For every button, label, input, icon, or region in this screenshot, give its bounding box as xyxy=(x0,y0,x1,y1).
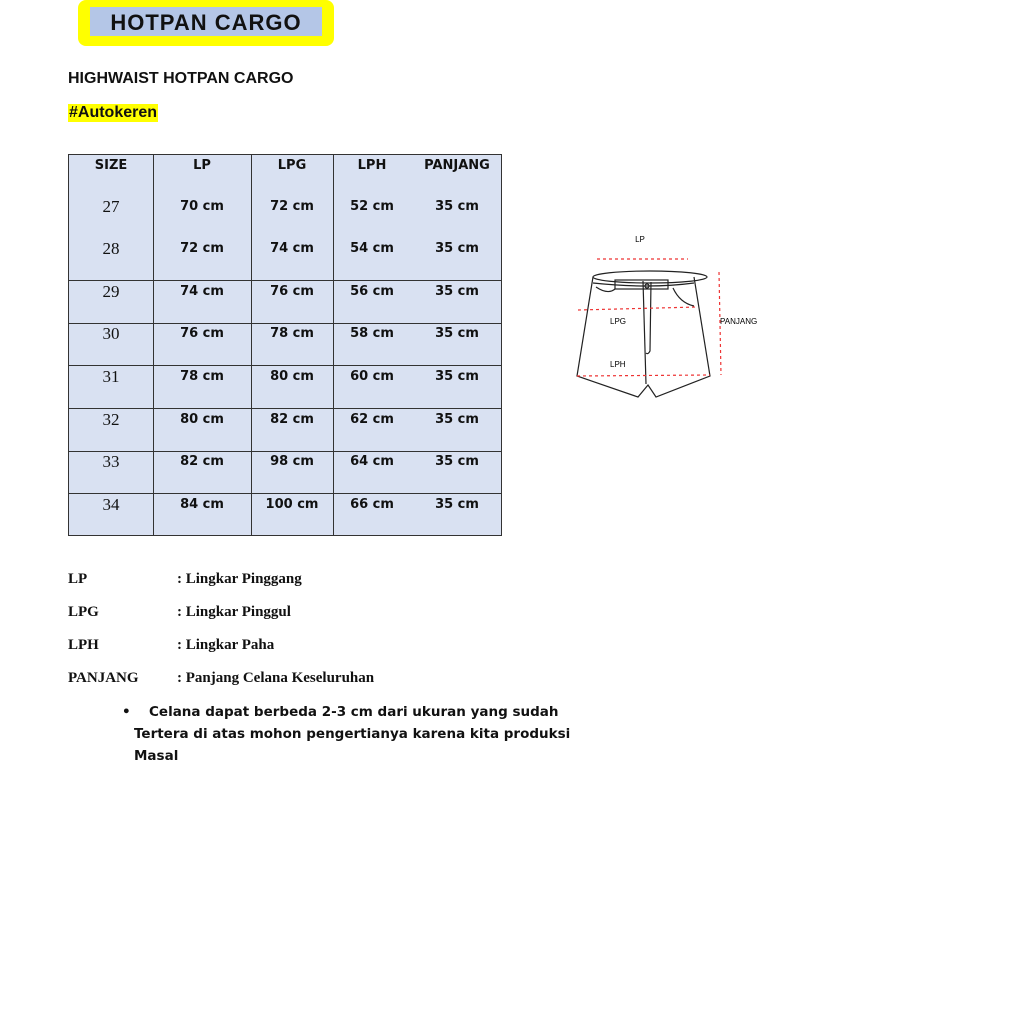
header-size: SIZE xyxy=(94,158,128,173)
header-lp: LP xyxy=(193,158,211,173)
row-divider xyxy=(69,408,501,409)
legend-desc: : Lingkar Paha xyxy=(177,637,275,653)
note-line-3: Masal xyxy=(134,748,179,764)
legend-desc: : Lingkar Pinggul xyxy=(177,604,291,620)
legend-desc: : Lingkar Pinggang xyxy=(177,571,302,587)
banner-title: HOTPAN CARGO xyxy=(90,7,322,36)
legend-desc: : Panjang Celana Keseluruhan xyxy=(177,670,375,686)
cell-panjang: 35 cm xyxy=(435,412,479,427)
legend-key: PANJANG xyxy=(68,670,139,686)
measure-lines xyxy=(577,259,721,376)
cell-lph: 58 cm xyxy=(350,326,394,341)
cell-panjang: 35 cm xyxy=(435,454,479,469)
cell-size: 29 xyxy=(102,282,120,301)
cell-lpg: 74 cm xyxy=(270,241,314,256)
cell-lph: 66 cm xyxy=(350,497,394,512)
cell-lph: 60 cm xyxy=(350,369,394,384)
cell-panjang: 35 cm xyxy=(435,326,479,341)
cell-lph: 56 cm xyxy=(350,284,394,299)
diagram-label-lp: LP xyxy=(635,235,645,244)
cell-lp: 72 cm xyxy=(180,241,224,256)
shorts-outline-icon xyxy=(577,271,710,397)
cell-size: 28 xyxy=(102,239,120,258)
cell-lp: 74 cm xyxy=(180,284,224,299)
cell-lp: 82 cm xyxy=(180,454,224,469)
hashtag: #Autokeren xyxy=(69,104,158,121)
cell-size: 30 xyxy=(102,324,120,343)
cell-lp: 76 cm xyxy=(180,326,224,341)
column-divider xyxy=(333,155,334,535)
cell-lph: 52 cm xyxy=(350,199,394,214)
row-divider xyxy=(69,451,501,452)
legend-key: LPG xyxy=(68,604,99,620)
cell-panjang: 35 cm xyxy=(435,369,479,384)
cell-lp: 80 cm xyxy=(180,412,224,427)
cell-lpg: 98 cm xyxy=(270,454,314,469)
shorts-diagram xyxy=(570,225,770,405)
cell-size: 32 xyxy=(102,410,120,429)
column-divider xyxy=(251,155,252,535)
product-subtitle: HIGHWAIST HOTPAN CARGO xyxy=(68,70,294,87)
cell-panjang: 35 cm xyxy=(435,284,479,299)
row-divider xyxy=(69,323,501,324)
header-panjang: PANJANG xyxy=(424,158,490,173)
cell-panjang: 35 cm xyxy=(435,497,479,512)
legend-key: LP xyxy=(68,571,88,587)
header-lph: LPH xyxy=(357,158,387,173)
cell-lpg: 78 cm xyxy=(270,326,314,341)
cell-lpg: 80 cm xyxy=(270,369,314,384)
cell-lpg: 76 cm xyxy=(270,284,314,299)
cell-size: 33 xyxy=(102,452,120,471)
diagram-label-panjang: PANJANG xyxy=(720,317,758,326)
cell-size: 31 xyxy=(102,367,120,386)
cell-panjang: 35 cm xyxy=(435,199,479,214)
row-divider xyxy=(69,280,501,281)
note-bullet: • xyxy=(122,704,131,720)
legend-key: LPH xyxy=(68,637,99,653)
cell-size: 27 xyxy=(102,197,120,216)
cell-size: 34 xyxy=(102,495,120,514)
title-banner xyxy=(78,0,334,46)
row-divider xyxy=(69,365,501,366)
diagram-label-lph: LPH xyxy=(610,360,626,369)
note-line-1: Celana dapat berbeda 2-3 cm dari ukuran yang sudah xyxy=(149,704,559,720)
cell-lph: 64 cm xyxy=(350,454,394,469)
cell-lp: 84 cm xyxy=(180,497,224,512)
cell-lpg: 82 cm xyxy=(270,412,314,427)
header-lpg: LPG xyxy=(277,158,307,173)
cell-lp: 78 cm xyxy=(180,369,224,384)
cell-panjang: 35 cm xyxy=(435,241,479,256)
cell-lpg: 100 cm xyxy=(265,497,319,512)
diagram-label-lpg: LPG xyxy=(610,317,627,326)
cell-lpg: 72 cm xyxy=(270,199,314,214)
row-divider xyxy=(69,493,501,494)
size-table xyxy=(68,154,502,536)
cell-lp: 70 cm xyxy=(180,199,224,214)
cell-lph: 54 cm xyxy=(350,241,394,256)
note-line-2: Tertera di atas mohon pengertianya karena kita produksi xyxy=(134,726,571,742)
cell-lph: 62 cm xyxy=(350,412,394,427)
column-divider xyxy=(153,155,154,535)
